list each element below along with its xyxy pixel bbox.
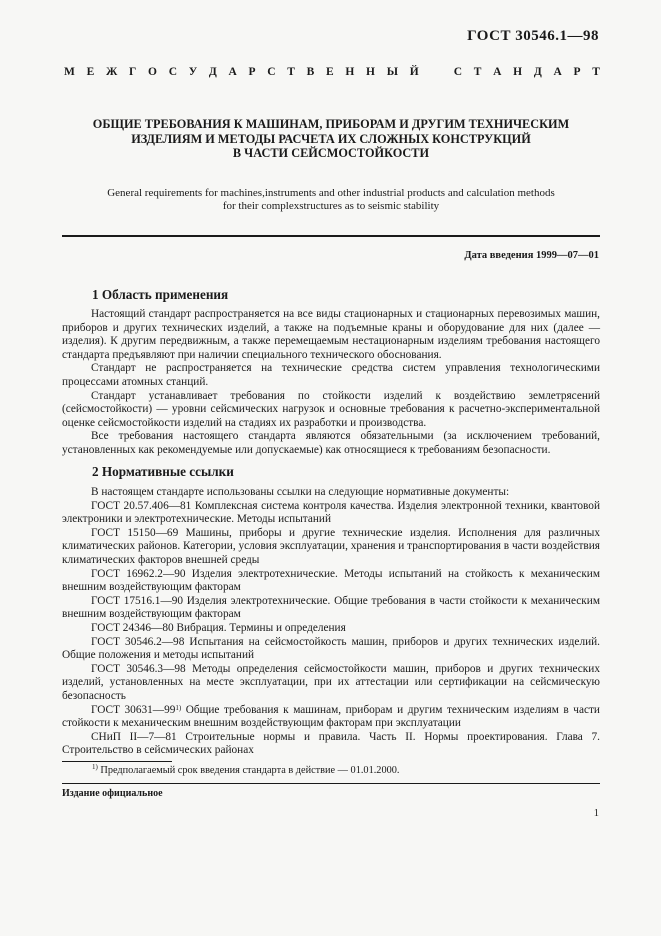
heading-letter: А [553,66,562,78]
reference-code: ГОСТ 30631—99 [91,703,176,716]
heading-letter: Ж [105,66,118,78]
footnote-divider [62,761,172,762]
section-2-heading: 2 Нормативные ссылки [92,464,234,479]
heading-letter: Е [86,66,95,78]
english-title-line-2: for their complexstructures as to seismic stability [222,200,440,212]
heading-letter: Д [533,66,542,78]
heading-letter: С [453,66,463,78]
introduction-date: Дата введения 1999—07—01 [464,250,599,261]
section-1-body [62,308,600,458]
section-1-paragraph: Настоящий стандарт распространяется на все виды стационарных и стационарных перевозимых машин, приборов и других технических изделий, а также на подъемные краны и оборудование для них (далее — изделия). К другим передвижным, а также перемещаемым нестационарным изделиям требования настоящего стандарта предъявляют при наличии специального технического обоснования. [62,308,600,361]
footnote-text: Предполагаемый срок введения стандарта в действие — 01.01.2000. [97,765,400,776]
section-2-intro: В настоящем стандарте использованы ссылки на следующие нормативные документы: [91,486,510,498]
english-title-line-1: General requirements for machines,instruments and other industrial products and calculation methods [107,187,555,199]
reference-item: ГОСТ 20.57.406—81 Комплексная система контроля качества. Изделия электронной техники, квантовой электроники и электротехнические. Методы испытаний [62,499,600,526]
reference-item: ГОСТ 16962.2—90 Изделия электротехнические. Методы испытаний на стойкость к механическим внешним воздействующим факторам [62,567,600,594]
section-1-paragraph: Стандарт устанавливает требования по стойкости изделий к воздействию землетрясений (сейсмостойкости) — уровни сейсмических нагрузок и основные требования к расчетно-экспериментальной оценке сейсмостойкости изделий на стадиях их разработки и производства. [62,389,600,429]
reference-item: ГОСТ 30546.2—98 Испытания на сейсмостойкость машин, приборов и других технических изделий. Общие положения и методы испытаний [62,635,600,662]
heading-letter: С [267,66,276,78]
heading-letter: У [188,66,198,78]
section-1-paragraph: Все требования настоящего стандарта являются обязательными (за исключением требований, установленных как рекомендуемые или допускаемые) как относящиеся к требованиям безопасности. [62,430,600,456]
heading-letter: Т [287,66,295,78]
edition-label: Издание официальное [62,788,163,799]
reference-item [62,704,600,731]
english-title [64,187,598,213]
heading-letter: Р [248,66,256,78]
reference-item: ГОСТ 24346—80 Вибрация. Термины и определения [91,621,346,634]
heading-letter: Р [573,66,581,78]
gost-number: ГОСТ 30546.1—98 [467,28,599,44]
title-line-2: ИЗДЕЛИЯМ И МЕТОДЫ РАСЧЕТА ИХ СЛОЖНЫХ КОНСТРУКЦИЙ [131,131,531,146]
footer-divider [62,783,600,784]
heading-letter: Г [129,66,137,78]
title-divider [62,235,600,237]
reference-item: ГОСТ 15150—69 Машины, приборы и другие технические изделия. Исполнения для различных климатических районов. Категории, условия эксплуатации, хранения и транспортирования в части воздействия климатических факторов внешней среды [62,526,600,566]
heading-letter: Е [326,66,334,78]
section-2-body [62,486,600,758]
footnote-marker: 1) [92,763,98,771]
heading-letter: Н [366,66,375,78]
heading-letter: Н [345,66,355,78]
heading-letter: А [228,66,237,78]
footnote-marker: 1) [175,703,182,712]
heading-letter: Й [409,66,419,78]
section-1-heading: 1 Область применения [92,287,229,302]
page-number: 1 [593,808,599,819]
heading-letter: Н [513,66,523,78]
heading-letter: Т [592,66,600,78]
title-line-3: В ЧАСТИ СЕЙСМОСТОЙКОСТИ [232,146,430,160]
document-title [64,117,598,161]
heading-letter: М [64,66,75,78]
standard-type-heading [64,66,600,78]
reference-item: СНиП II—7—81 Строительные нормы и правила. Часть II. Нормы проектирования. Глава 7. Строительство в сейсмических районах [62,730,600,757]
footnote [92,765,399,776]
heading-letter: С [168,66,178,78]
title-line-1: ОБЩИЕ ТРЕБОВАНИЯ К МАШИНАМ, ПРИБОРАМ И ДРУГИМ ТЕХНИЧЕСКИМ [92,117,570,131]
heading-letter: Д [208,66,217,78]
section-1-paragraph: Стандарт не распространяется на технические средства систем управления технологическими процессами атомных станций. [62,362,600,388]
heading-letter: О [148,66,157,78]
heading-letter: Ы [386,66,398,78]
reference-item: ГОСТ 17516.1—90 Изделия электротехнические. Общие требования в части стойкости к механическим внешним воздействующим факторам [62,594,600,621]
heading-letter: Т [473,66,482,78]
heading-letter: В [306,66,315,78]
reference-text: Общие требования к машинам, приборам и другим техническим изделиям в части стойкости к механическим внешним воздействующим факторам при эксплуатации [62,703,600,730]
heading-letter: А [493,66,502,78]
reference-item: ГОСТ 30546.3—98 Методы определения сейсмостойкости машин, приборов и других технических изделий, установленных на месте эксплуатации, при их аттестации или сертификации на сейсмическую безопасность [62,662,600,702]
